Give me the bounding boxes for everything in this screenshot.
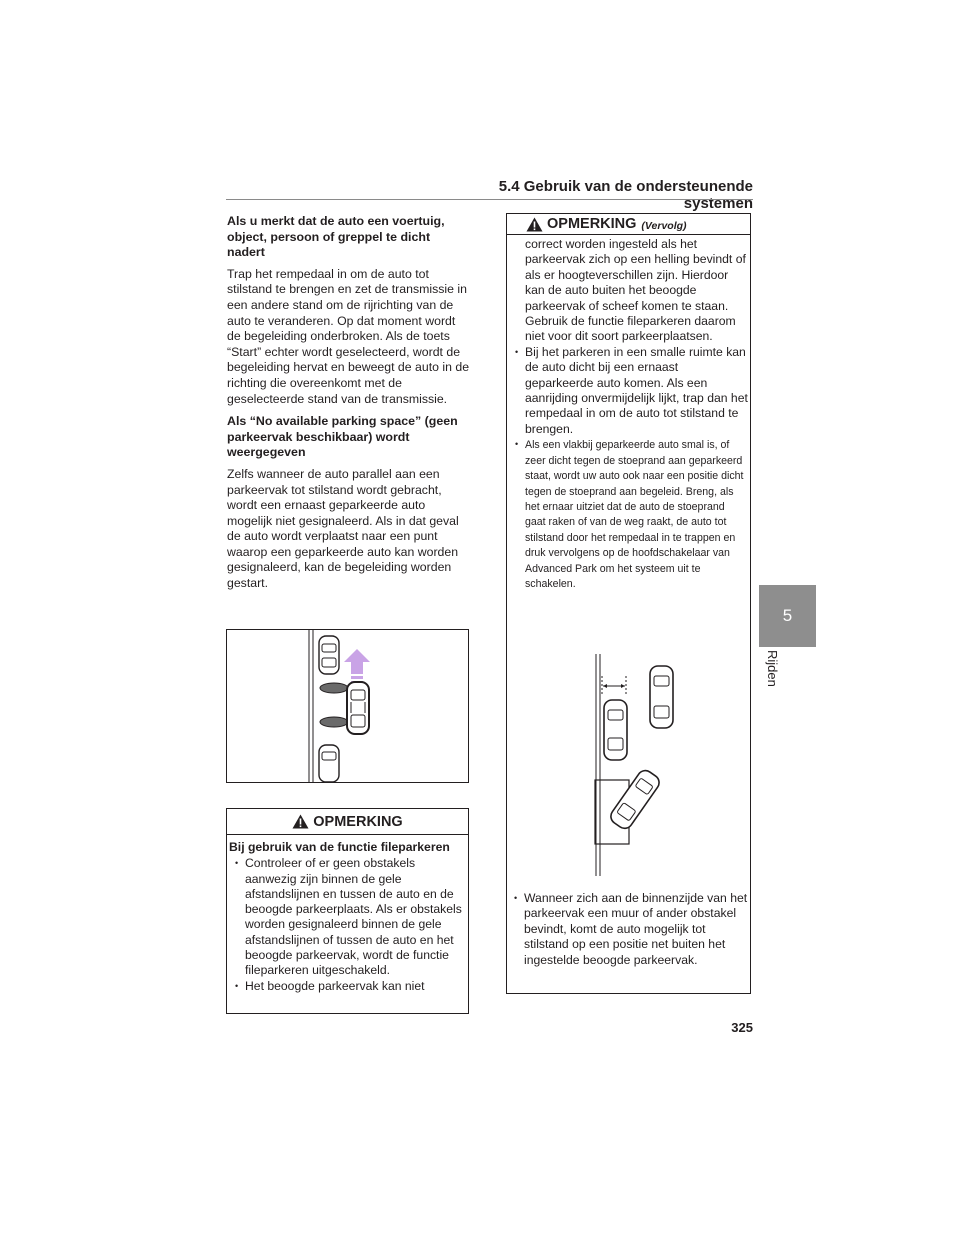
warning-header: [227, 809, 468, 835]
warning-icon: [526, 217, 543, 232]
distance-marker-icon: [602, 676, 626, 694]
chapter-label: [764, 650, 794, 710]
warning-title: OPMERKING: [313, 813, 403, 830]
continued-label: (Vervolg): [641, 219, 687, 232]
paragraph-no-space: Zelfs wanneer de auto parallel aan een parkeervak tot stilstand wordt gebracht, wordt een ernaast geparkeerde auto mogelijk niet gesignaleerd. Als in dat geval de auto wordt verplaatst naar een punt waarop een geparkeerde auto kan worden gesignaleerd, kan de begeleiding worden gestart.: [227, 466, 459, 591]
parked-car-front-icon: [319, 636, 339, 674]
warning-header: [507, 214, 750, 235]
warning-subtitle: Bij gebruik van de functie fileparkeren: [229, 840, 450, 854]
header-divider: [226, 199, 753, 200]
warning-box-continued: [506, 213, 751, 994]
page-number: 325: [731, 1020, 753, 1035]
maneuvering-car-icon: [608, 767, 662, 831]
section-header: 5.4 Gebruik van de ondersteunende systemen: [498, 178, 753, 212]
forward-arrow-icon: [344, 649, 370, 684]
sensor-zone-icon: [320, 683, 348, 693]
own-car-icon: [347, 682, 369, 734]
warning-bullet-small: • Als een vlakbij geparkeerde auto smal is, of zeer dicht tegen de stoeprand aan geparkeerd staat, wordt uw auto ook naar een positie dicht tegen de stoeprand aan begeleid. Breng, als het ernaar uitziet dat de auto de stoeprand gaat raken of van de weg raakt, de auto tot stilstand door het rempedaal in te trappen en druk vervolgens op de hoofdschakelaar van Advanced Park om het systeem uit te schakelen.: [509, 437, 748, 592]
left-column: [227, 214, 471, 599]
chapter-number: 5: [782, 606, 793, 625]
own-car-icon: [604, 700, 627, 760]
parallel-parking-illustration: [227, 630, 468, 782]
chapter-tab: [759, 585, 816, 647]
heading-vehicle-approach: Als u merkt dat de auto een voertuig, object, persoon of greppel te dicht nadert: [227, 214, 445, 260]
warning-bullet: • Controleer of er geen obstakels aanwezig zijn binnen de gele afstandslijnen en tussen de auto en de beoogde parkeerplaats. Als er obstakels worden gesignaleerd binnen de gele afstandslijnen of tussen de auto en het beoogde parkeervak, wordt de functie fileparkeren uitgeschakeld.: [229, 856, 466, 978]
continued-text: correct worden ingesteld als het parkeervak zich op een helling bevindt of als er hoogteverschillen zijn. Hierdoor kan de auto buiten het beoogde parkeervak of scheef komen te staan. Gebruik de functie fileparkeren daarom niet voor dit soort parkeerplaatsen.: [525, 237, 746, 344]
sensor-zone-icon: [320, 717, 348, 727]
paragraph-brake: Trap het rempedaal in om de auto tot stilstand te brengen en zet de transmissie in een andere stand om de rijrichting van de auto te veranderen. Op dat moment wordt de begeleiding onderbroken. Als de toets “Start” echter wordt geselecteerd, wordt de begeleiding hervat en beweegt de auto in de richting die overeenkomt met de geselecteerde stand van de transmissie.: [227, 266, 470, 406]
parked-car-icon: [650, 666, 673, 728]
warning-box: [226, 808, 469, 1014]
curb-parking-figure: [586, 654, 676, 876]
warning-bullet: • Wanneer zich aan de binnenzijde van het parkeervak een muur of ander obstakel bevindt, komt de auto mogelijk tot stilstand op een positie net buiten het ingestelde beoogde parkeervak.: [508, 891, 748, 968]
curb-parking-illustration: [586, 654, 676, 876]
chapter-label-text: Rijden: [765, 650, 780, 687]
warning-icon: [292, 814, 309, 829]
warning-bullet: • Het beoogde parkeervak kan niet: [229, 979, 466, 994]
warning-bullet: • Bij het parkeren in een smalle ruimte kan de auto dicht bij een ernaast geparkeerde auto komen. Als een aanrijding onvermijdelijk lijkt, trap dan het rempedaal in om de auto tot stilstand te brengen.: [509, 345, 748, 437]
warning-title: OPMERKING: [547, 216, 637, 232]
parallel-parking-figure: [226, 629, 469, 783]
heading-no-space: Als “No available parking space” (geen parkeervak beschikbaar) wordt weergegeven: [227, 414, 458, 460]
parked-car-rear-icon: [319, 745, 339, 782]
warning-bullet-last: [508, 891, 748, 968]
